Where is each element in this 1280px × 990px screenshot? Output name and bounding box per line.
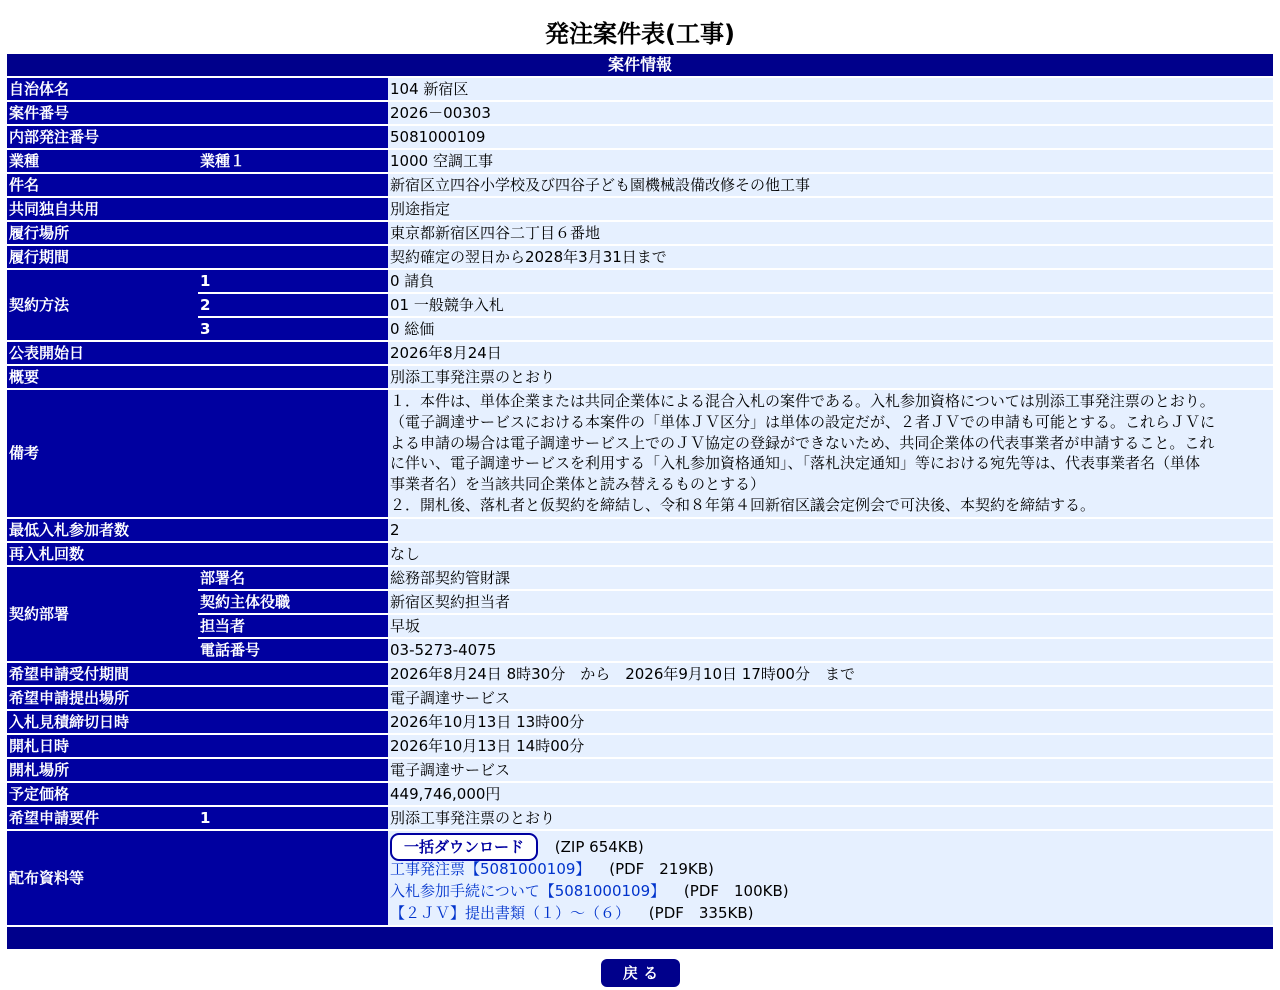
row-label: 契約方法 xyxy=(7,270,198,340)
documents-cell xyxy=(388,831,1273,925)
row-place xyxy=(7,222,1273,244)
section-title: 案件情報 xyxy=(7,54,1273,76)
back-button[interactable]: 戻 る xyxy=(601,959,680,987)
row-value xyxy=(388,390,1273,517)
row-period xyxy=(7,246,1273,268)
row-apply-period xyxy=(7,663,1273,685)
row-value: 2026－00303 xyxy=(388,102,1273,124)
row-label: 業種 xyxy=(7,150,198,172)
row-apply-place xyxy=(7,687,1273,709)
row-label: 件名 xyxy=(7,174,388,196)
document-link-jv-forms[interactable]: 【２ＪＶ】提出書類（１）～（６） xyxy=(390,903,631,922)
row-value: 2026年8月24日 xyxy=(388,342,1273,364)
row-value: 449,746,000円 xyxy=(388,783,1273,805)
row-municipality xyxy=(7,78,1273,100)
row-sublabel: 1 xyxy=(198,270,388,292)
row-value: 別添工事発注票のとおり xyxy=(388,366,1273,388)
row-label: 開札日時 xyxy=(7,735,388,757)
row-label: 最低入札参加者数 xyxy=(7,519,388,541)
row-label: 案件番号 xyxy=(7,102,388,124)
row-value: 2026年10月13日 14時00分 xyxy=(388,735,1273,757)
row-label: 再入札回数 xyxy=(7,543,388,565)
row-label: 履行期間 xyxy=(7,246,388,268)
row-label: 希望申請提出場所 xyxy=(7,687,388,709)
row-bid-deadline xyxy=(7,711,1273,733)
row-value: 2026年10月13日 13時00分 xyxy=(388,711,1273,733)
page-title: 発注案件表(工事) xyxy=(545,20,735,48)
row-value: 早坂 xyxy=(388,615,1273,637)
row-value: 03-5273-4075 xyxy=(388,639,1273,661)
row-value: 01 一般競争入札 xyxy=(388,294,1273,316)
row-label: 入札見積締切日時 xyxy=(7,711,388,733)
row-remarks xyxy=(7,390,1273,517)
row-value: 契約確定の翌日から2028年3月31日まで xyxy=(388,246,1273,268)
row-value: 別途指定 xyxy=(388,198,1273,220)
bulk-download-button[interactable]: 一括ダウンロード xyxy=(390,833,538,861)
remarks-line: に伴い、電子調達サービスを利用する「入札参加資格通知」、「落札決定通知」等における宛先等は、代表事業者名（単体 xyxy=(390,454,1201,473)
row-value: 電子調達サービス xyxy=(388,759,1273,781)
row-sublabel: 担当者 xyxy=(198,615,388,637)
document-link-procedure[interactable]: 入札参加手続について【5081000109】 xyxy=(390,881,666,900)
row-sublabel: 2 xyxy=(198,294,388,316)
row-publish-start xyxy=(7,342,1273,364)
row-label: 契約部署 xyxy=(7,567,198,661)
row-sublabel: 契約主体役職 xyxy=(198,591,388,613)
row-value: 2026年8月24日 8時30分 から 2026年9月10日 17時00分 まで xyxy=(388,663,1273,685)
document-link-order-sheet[interactable]: 工事発注票【5081000109】 xyxy=(390,859,591,878)
row-value: 新宿区契約担当者 xyxy=(388,591,1273,613)
row-value: 0 総価 xyxy=(388,318,1273,340)
row-label: 内部発注番号 xyxy=(7,126,388,148)
case-info-table xyxy=(7,52,1273,951)
row-sublabel: 1 xyxy=(198,807,388,829)
remarks-line: よる申請の場合は電子調達サービス上でのＪＶ協定の登録ができないため、共同企業体の代表事業者が申請すること。これ xyxy=(390,433,1215,452)
row-joint xyxy=(7,198,1273,220)
row-label: 希望申請要件 xyxy=(7,807,198,829)
document-info: (PDF 335KB) xyxy=(648,903,754,922)
row-open-date xyxy=(7,735,1273,757)
row-value: 5081000109 xyxy=(388,126,1273,148)
document-info: (PDF 219KB) xyxy=(609,859,714,878)
row-internal-no xyxy=(7,126,1273,148)
row-summary xyxy=(7,366,1273,388)
row-open-place xyxy=(7,759,1273,781)
row-value: なし xyxy=(388,543,1273,565)
row-rebid xyxy=(7,543,1273,565)
row-documents xyxy=(7,831,1273,925)
row-sublabel: 電話番号 xyxy=(198,639,388,661)
row-industry xyxy=(7,150,1273,172)
row-value: 0 請負 xyxy=(388,270,1273,292)
row-value: 2 xyxy=(388,519,1273,541)
row-value: 1000 空調工事 xyxy=(388,150,1273,172)
bulk-download-info: (ZIP 654KB) xyxy=(554,837,644,856)
row-label: 備考 xyxy=(7,390,388,517)
row-label: 共同独自共用 xyxy=(7,198,388,220)
row-label: 開札場所 xyxy=(7,759,388,781)
row-subject xyxy=(7,174,1273,196)
row-label: 希望申請受付期間 xyxy=(7,663,388,685)
footer-bar xyxy=(7,927,1273,949)
remarks-line: （電子調達サービスにおける本案件の「単体ＪＶ区分」は単体の設定だが、２者ＪＶでの申請も可能とする。これらＪＶに xyxy=(390,412,1216,431)
row-label: 概要 xyxy=(7,366,388,388)
row-value: 総務部契約管財課 xyxy=(388,567,1273,589)
row-dept-1 xyxy=(7,567,1273,589)
row-sublabel: 部署名 xyxy=(198,567,388,589)
document-info: (PDF 100KB) xyxy=(683,881,789,900)
row-price xyxy=(7,783,1273,805)
remarks-line: １．本件は、単体企業または共同企業体による混合入札の案件である。入札参加資格については別添工事発注票のとおり。 xyxy=(390,392,1215,410)
row-value: 新宿区立四谷小学校及び四谷子ども園機械設備改修その他工事 xyxy=(388,174,1273,196)
row-contract-method-1 xyxy=(7,270,1273,292)
row-label: 自治体名 xyxy=(7,78,388,100)
row-sublabel: 3 xyxy=(198,318,388,340)
row-label: 公表開始日 xyxy=(7,342,388,364)
row-label: 予定価格 xyxy=(7,783,388,805)
row-requirements xyxy=(7,807,1273,829)
row-min-bidders xyxy=(7,519,1273,541)
remarks-line: ２．開札後、落札者と仮契約を締結し、令和８年第４回新宿区議会定例会で可決後、本契約を締結する。 xyxy=(390,495,1096,514)
row-label: 履行場所 xyxy=(7,222,388,244)
row-label: 配布資料等 xyxy=(7,831,388,925)
remarks-line: 事業者名）を当該共同企業体と読み替えるものとする） xyxy=(390,475,766,494)
row-value: 電子調達サービス xyxy=(388,687,1273,709)
row-value: 別添工事発注票のとおり xyxy=(388,807,1273,829)
row-case-no xyxy=(7,102,1273,124)
row-value: 104 新宿区 xyxy=(388,78,1273,100)
row-sublabel: 業種１ xyxy=(198,150,388,172)
row-value: 東京都新宿区四谷二丁目６番地 xyxy=(388,222,1273,244)
